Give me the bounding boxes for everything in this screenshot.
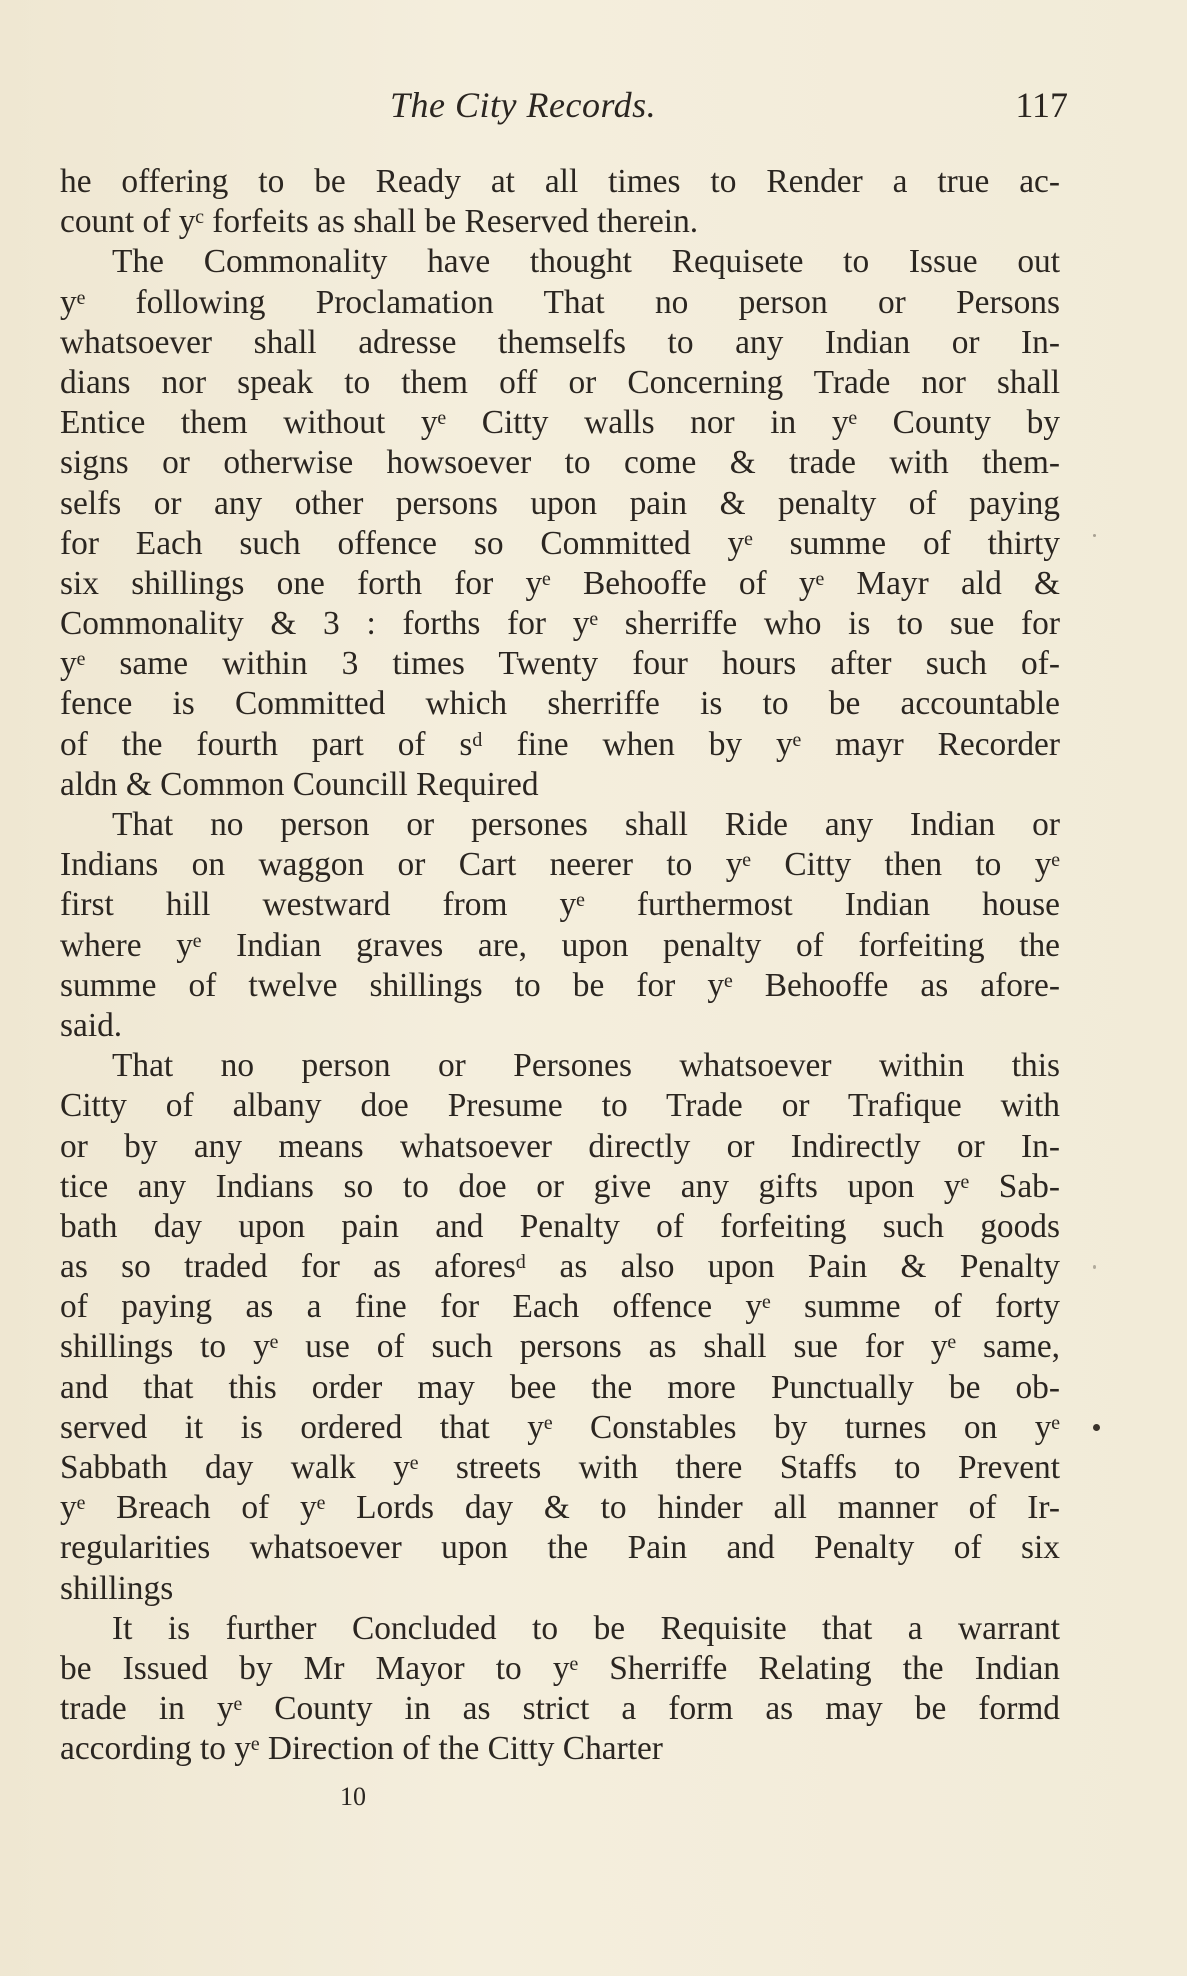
text-line: yᵉ following Proclamation That no person or Persons: [60, 283, 1060, 321]
text-line: said.: [60, 1006, 123, 1044]
text-line: of the fourth part of sᵈ fine when by yᵉ mayr Recorder: [60, 725, 1060, 763]
text-line: shillings to yᵉ use of such persons as shall sue for yᵉ same,: [60, 1328, 1060, 1366]
text-line: yᵉ same within 3 times Twenty four hours after such of-: [60, 645, 1060, 683]
text-line: Citty of albany doe Presume to Trade or Trafique with: [60, 1087, 1060, 1125]
page-number: 117: [1015, 85, 1068, 125]
running-title: The City Records.: [390, 85, 657, 125]
text-line: bath day upon pain and Penalty of forfeiting such goods: [60, 1207, 1060, 1245]
text-line: That no person or persones shall Ride any Indian or: [112, 806, 1060, 843]
text-line: as so traded for as aforesᵈ as also upon Pain & Penalty: [60, 1248, 1060, 1286]
text-line: Entice them without yᵉ Citty walls nor in yᵉ County by: [60, 404, 1060, 442]
text-line: Indians on waggon or Cart neerer to yᵉ Citty then to yᵉ: [60, 846, 1060, 884]
text-line: of paying as a fine for Each offence yᵉ summe of forty: [60, 1288, 1060, 1326]
text-line: tice any Indians so to doe or give any gifts upon yᵉ Sab-: [60, 1167, 1060, 1205]
running-header: [60, 84, 1068, 134]
text-line: summe of twelve shillings to be for yᵉ Behooffe as afore-: [60, 966, 1060, 1004]
text-line: That no person or Persones whatsoever within this: [112, 1047, 1060, 1085]
text-line: aldn & Common Councill Required: [60, 765, 539, 803]
text-line: selfs or any other persons upon pain & penalty of paying: [60, 484, 1060, 522]
text-line: served it is ordered that yᵉ Constables by turnes on yᵉ: [60, 1408, 1060, 1446]
text-line: he offering to be Ready at all times to Render a true ac-: [60, 163, 1060, 200]
text-line: yᵉ Breach of yᵉ Lords day & to hinder all manner of Ir-: [60, 1489, 1060, 1527]
text-line: or by any means whatsoever directly or Indirectly or In-: [60, 1127, 1060, 1165]
text-line: signs or otherwise howsoever to come & trade with them-: [60, 444, 1060, 482]
text-line: Commonality & 3 : forths for yᵉ sherriffe who is to sue for: [60, 605, 1060, 643]
body-text: [60, 162, 1060, 1770]
text-line: It is further Concluded to be Requisite that a warrant: [112, 1609, 1060, 1647]
text-line: trade in yᵉ County in as strict a form as may be formd: [60, 1690, 1060, 1728]
text-line: six shillings one forth for yᵉ Behooffe of yᵉ Mayr ald &: [60, 564, 1060, 602]
ink-speck: [1093, 534, 1096, 537]
text-line: dians nor speak to them off or Concerning Trade nor shall: [60, 363, 1060, 401]
text-line: fence is Committed which sherriffe is to be accountable: [60, 685, 1060, 723]
text-line: for Each such offence so Committed yᵉ summe of thirty: [60, 524, 1060, 562]
text-line: where yᵉ Indian graves are, upon penalty of forfeiting the: [60, 926, 1060, 964]
ink-speck: [1093, 1424, 1100, 1431]
ink-speck: [1093, 1265, 1096, 1269]
text-line: Sabbath day walk yᵉ streets with there Staffs to Prevent: [60, 1449, 1060, 1486]
text-line: whatsoever shall adresse themselfs to any Indian or In-: [60, 323, 1060, 361]
text-line: shillings: [60, 1569, 174, 1607]
text-line: The Commonality have thought Requisete to Issue out: [112, 243, 1060, 281]
text-line: regularities whatsoever upon the Pain and Penalty of six: [60, 1529, 1060, 1567]
signature-mark: 10: [340, 1782, 366, 1811]
text-line: be Issued by Mr Mayor to yᵉ Sherriffe Relating the Indian: [60, 1649, 1060, 1687]
text-line: first hill westward from yᵉ furthermost Indian house: [60, 886, 1060, 924]
text-line: count of yᶜ forfeits as shall be Reserved therein.: [60, 203, 699, 241]
text-line: according to yᵉ Direction of the Citty Charter: [60, 1730, 663, 1768]
text-line: and that this order may bee the more Punctually be ob-: [60, 1368, 1060, 1406]
